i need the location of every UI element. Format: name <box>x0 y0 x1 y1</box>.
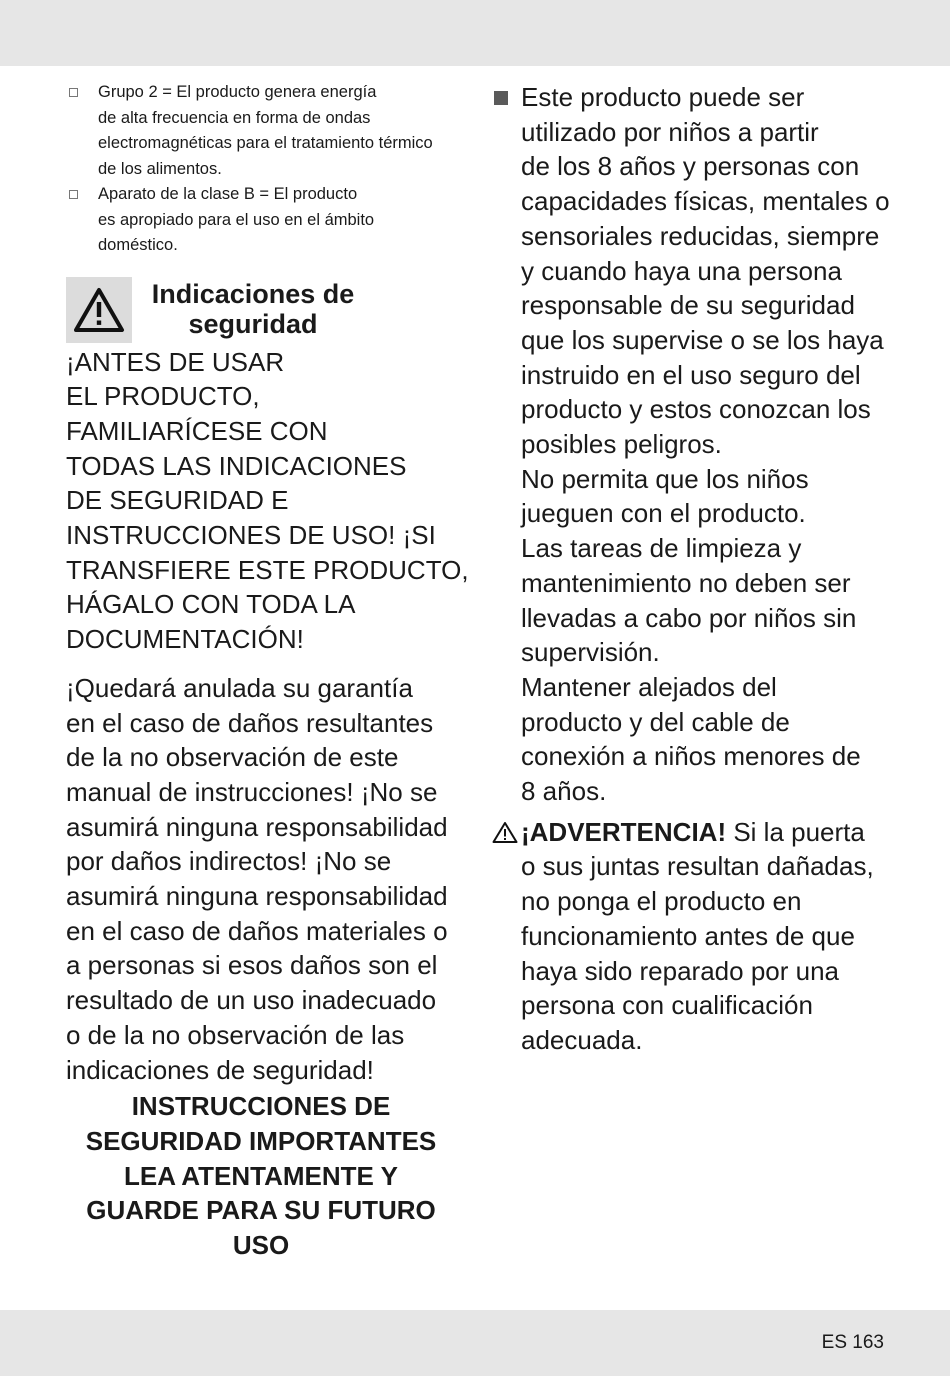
bullet-line: Mantener alejados del <box>521 671 777 702</box>
caps-line: DE SEGURIDAD E <box>66 485 289 516</box>
list-item <box>66 182 466 259</box>
title-line: Indicaciones de <box>151 278 355 309</box>
caps-line: INSTRUCCIONES DE USO! ¡SI <box>66 520 436 551</box>
bullet-line: de los 8 años y personas con <box>521 151 860 182</box>
important-line: LEA ATENTAMENTE Y <box>124 1160 398 1191</box>
paragraph-line: asumirá ninguna responsabilidad <box>66 811 448 842</box>
paragraph-line: de la no observación de este <box>66 742 399 773</box>
list-item <box>66 80 466 182</box>
caps-line: TODAS LAS INDICACIONES <box>66 450 407 481</box>
bullet-line: mantenimiento no deben ser <box>521 567 851 598</box>
warning-triangle-icon <box>73 287 125 333</box>
paragraph-line: indicaciones de seguridad! <box>66 1054 374 1085</box>
bullet-line: Este producto puede ser <box>521 82 805 112</box>
header-band <box>0 0 950 66</box>
door-warning <box>494 815 894 1058</box>
paragraph-line: o de la no observación de las <box>66 1019 405 1050</box>
bullet-line: instruido en el uso seguro del <box>521 359 861 390</box>
warranty-paragraph <box>66 671 466 1087</box>
warning-line: persona con cualificación <box>521 990 813 1021</box>
warning-line: Si la puerta <box>726 816 865 847</box>
important-line: USO <box>232 1230 290 1261</box>
footer-band <box>0 1310 950 1376</box>
list-line: electromagnéticas para el tratamiento térmico <box>98 134 433 152</box>
list-line: de los alimentos. <box>98 159 222 178</box>
important-instructions <box>66 1089 456 1263</box>
bullet-line: posibles peligros. <box>521 429 722 460</box>
paragraph-line: en el caso de daños materiales o <box>66 915 448 946</box>
list-line: es apropiado para el uso en el ámbito <box>98 210 375 229</box>
list-line: Aparato de la clase B = El producto <box>98 185 358 203</box>
warning-line: o sus juntas resultan dañadas, <box>521 851 874 882</box>
bullet-line: supervisión. <box>521 637 660 668</box>
left-column <box>66 80 469 1263</box>
bullet-line: producto y estos conozcan los <box>521 394 871 425</box>
warning-triangle-icon <box>492 821 518 844</box>
warning-box <box>66 277 132 343</box>
bullet-line: capacidades físicas, mentales o <box>521 186 890 217</box>
page-number: ES 163 <box>821 1332 884 1353</box>
bullet-line: utilizado por niños a partir <box>521 116 819 147</box>
symbol-list <box>66 80 466 259</box>
caps-line: HÁGALO CON TODA LA <box>66 589 356 620</box>
bullet-line: que los supervise o se los haya <box>521 324 884 355</box>
important-line: INSTRUCCIONES DE <box>131 1091 391 1122</box>
bullet-line: sensoriales reducidas, siempre <box>521 220 880 251</box>
bullet-line: responsable de su seguridad <box>521 290 855 321</box>
warning-label: ¡ADVERTENCIA! <box>521 816 727 847</box>
paragraph-line: por daños indirectos! ¡No se <box>66 846 392 877</box>
checkbox-square-icon <box>69 190 78 199</box>
warning-line: haya sido reparado por una <box>521 955 840 986</box>
paragraph-line: manual de instrucciones! ¡No se <box>66 776 438 807</box>
caps-line: ¡ANTES DE USAR <box>66 346 285 377</box>
caps-line: EL PRODUCTO, <box>66 381 260 412</box>
list-line: doméstico. <box>98 236 178 254</box>
children-safety-bullet <box>494 80 894 809</box>
caps-notice <box>66 345 469 657</box>
caps-line: FAMILIARÍCESE CON <box>66 415 328 446</box>
list-line: Grupo 2 = El producto genera energía <box>98 83 377 101</box>
caps-line: TRANSFIERE ESTE PRODUCTO, <box>66 554 469 585</box>
caps-line: DOCUMENTACIÓN! <box>66 624 304 655</box>
title-line: seguridad <box>188 308 318 339</box>
important-line: GUARDE PARA SU FUTURO <box>86 1195 436 1226</box>
right-column <box>494 80 894 1058</box>
paragraph-line: a personas si esos daños son el <box>66 950 438 981</box>
page-title <box>138 279 368 339</box>
safety-heading <box>66 277 466 347</box>
checkbox-square-icon <box>69 88 78 97</box>
bullet-square-icon <box>494 91 508 105</box>
warning-first-line <box>521 815 894 850</box>
bullet-line: conexión a niños menores de <box>521 741 861 772</box>
warning-line: adecuada. <box>521 1024 643 1055</box>
bullet-line: producto y del cable de <box>521 706 790 737</box>
paragraph-line: asumirá ninguna responsabilidad <box>66 881 448 912</box>
list-line: de alta frecuencia en forma de ondas <box>98 108 371 127</box>
bullet-line: jueguen con el producto. <box>521 498 806 529</box>
bullet-line: llevadas a cabo por niños sin <box>521 602 857 633</box>
bullet-line: Las tareas de limpieza y <box>521 533 802 564</box>
bullet-line: y cuando haya una persona <box>521 255 842 286</box>
warning-line: no ponga el producto en <box>521 886 802 917</box>
important-line: SEGURIDAD IMPORTANTES <box>85 1125 437 1156</box>
bullet-line: 8 años. <box>521 776 607 807</box>
bullet-line: No permita que los niños <box>521 463 809 494</box>
paragraph-line: resultado de un uso inadecuado <box>66 985 437 1016</box>
warning-line: funcionamiento antes de que <box>521 920 855 951</box>
paragraph-line: en el caso de daños resultantes <box>66 707 434 738</box>
paragraph-line: ¡Quedará anulada su garantía <box>66 672 413 703</box>
